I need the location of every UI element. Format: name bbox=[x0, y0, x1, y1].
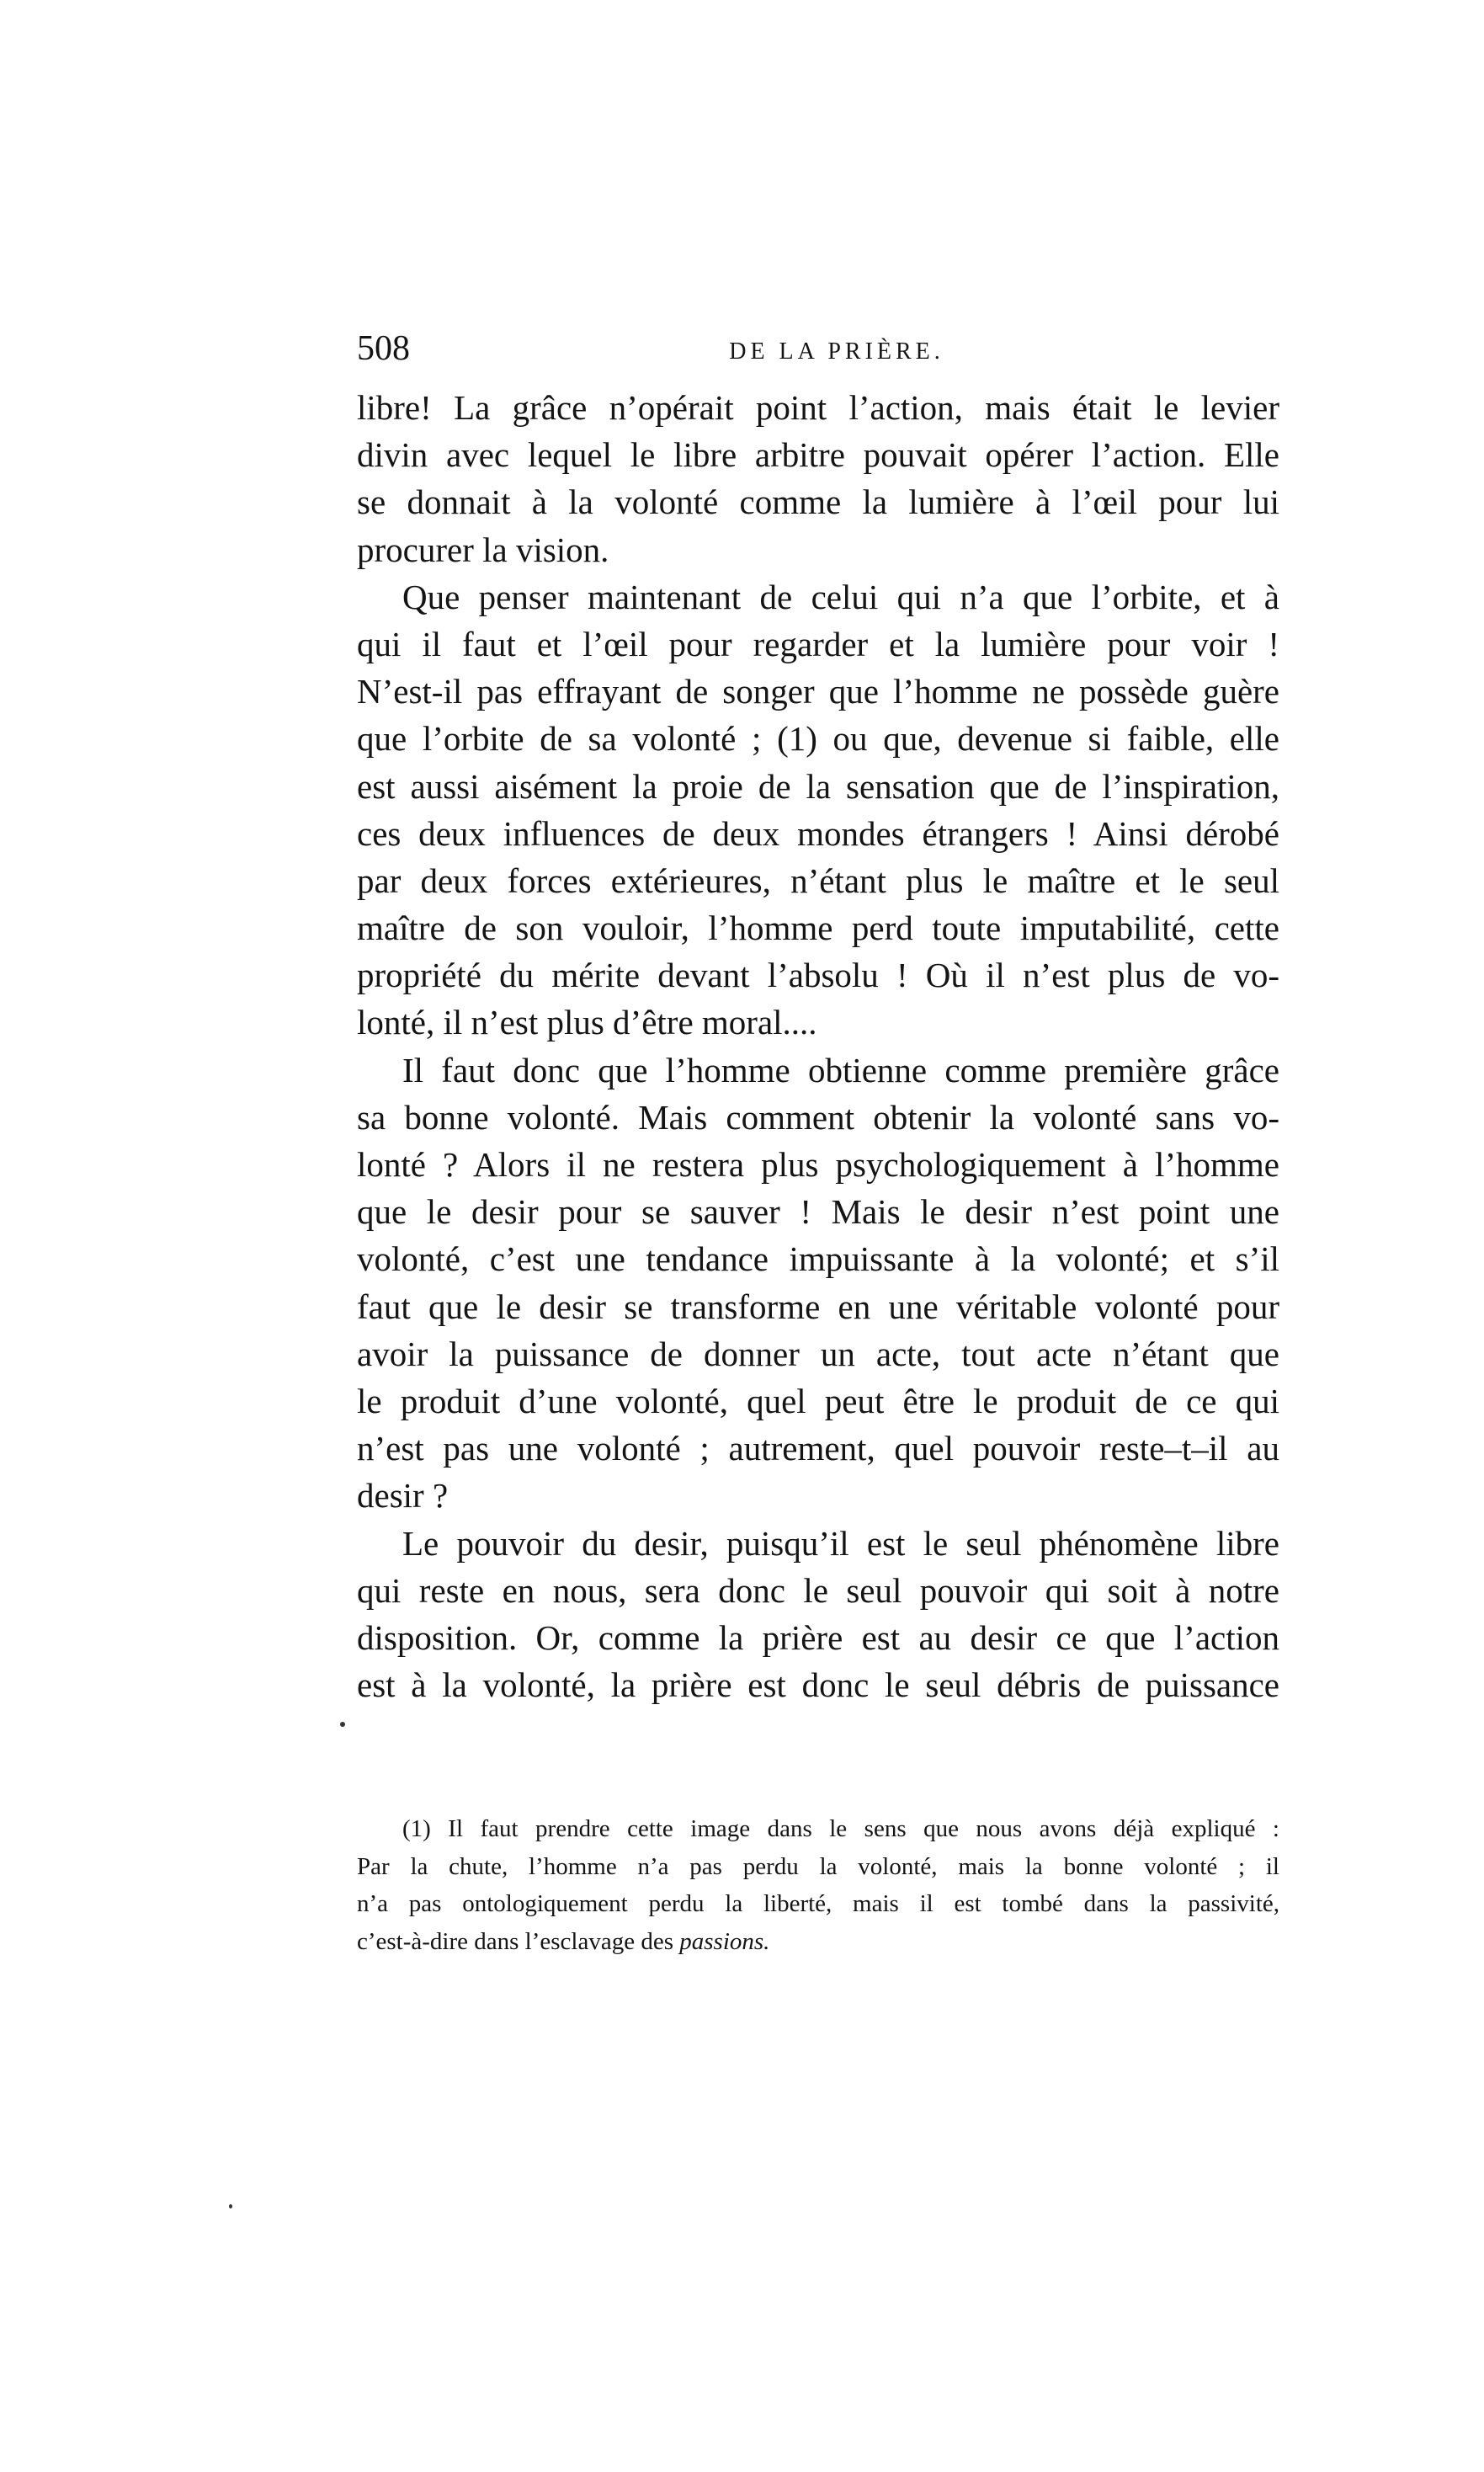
text-line: propriété du mérite devant l’absolu ! Où il n’est plus de vo- bbox=[357, 956, 1279, 995]
text-line: sa bonne volonté. Mais comment obtenir la volonté sans vo- bbox=[357, 1097, 1279, 1137]
page-header bbox=[357, 323, 1279, 374]
main-text bbox=[357, 384, 1279, 1708]
footnote-line: Par la chute, l’homme n’a pas perdu la volonté, mais la bonne volonté ; il bbox=[357, 1852, 1279, 1880]
text-line: qui il faut et l’œil pour regarder et la lumière pour voir ! bbox=[357, 624, 1279, 663]
text-line: le produit d’une volonté, quel peut être le produit de ce qui bbox=[357, 1381, 1279, 1420]
page-number: 508 bbox=[357, 329, 410, 368]
print-speck bbox=[229, 2204, 232, 2208]
text-line: libre! La grâce n’opérait point l’action, mais était le levier bbox=[357, 388, 1279, 427]
text-line: Que penser maintenant de celui qui n’a que l’orbite, et à bbox=[402, 577, 1279, 616]
footnotes bbox=[357, 1810, 1279, 1960]
footnote-text: c’est-à-dire dans l’esclavage des bbox=[357, 1927, 680, 1955]
text-line: que le desir pour se sauver ! Mais le desir n’est point une bbox=[357, 1192, 1279, 1232]
text-line: Le pouvoir du desir, puisqu’il est le seul phénomène libre bbox=[402, 1523, 1279, 1563]
text-line: par deux forces extérieures, n’étant plus le maître et le seul bbox=[357, 860, 1279, 900]
text-line: est à la volonté, la prière est donc le seul débris de puissance bbox=[357, 1665, 1279, 1705]
footnote-line: n’a pas ontologiquement perdu la liberté, mais il est tombé dans la passivité, bbox=[357, 1890, 1279, 1917]
text-line: procurer la vision. bbox=[357, 530, 609, 569]
print-speck bbox=[340, 1722, 345, 1727]
text-line: maître de son vouloir, l’homme perd toute imputabilité, cette bbox=[357, 908, 1279, 948]
footnote-line: (1) Il faut prendre cette image dans le sens que nous avons déjà expliqué : bbox=[402, 1815, 1279, 1842]
text-line: avoir la puissance de donner un acte, tout acte n’étant que bbox=[357, 1334, 1279, 1373]
footnote-line bbox=[357, 1923, 1279, 1961]
text-line: qui reste en nous, sera donc le seul pouvoir qui soit à notre bbox=[357, 1570, 1279, 1610]
footnote-italic-word: passions. bbox=[679, 1927, 770, 1955]
text-line: desir ? bbox=[357, 1476, 449, 1516]
text-line: se donnait à la volonté comme la lumière à l’œil pour lui bbox=[357, 482, 1279, 522]
text-line: n’est pas une volonté ; autrement, quel pouvoir reste–t–il au bbox=[357, 1429, 1279, 1468]
running-head: DE LA PRIÈRE. bbox=[729, 338, 944, 365]
text-line: ces deux influences de deux mondes étrangers ! Ainsi dérobé bbox=[357, 813, 1279, 853]
text-line: divin avec lequel le libre arbitre pouvait opérer l’action. Elle bbox=[357, 435, 1279, 475]
text-line: faut que le desir se transforme en une véritable volonté pour bbox=[357, 1287, 1279, 1326]
text-line: est aussi aisément la proie de la sensation que de l’inspiration, bbox=[357, 766, 1279, 806]
text-line: volonté, c’est une tendance impuissante à la volonté; et s’il bbox=[357, 1239, 1279, 1279]
text-line: N’est-il pas effrayant de songer que l’homme ne possède guère bbox=[357, 672, 1279, 711]
text-line: lonté, il n’est plus d’être moral.... bbox=[357, 1003, 817, 1042]
text-line: lonté ? Alors il ne restera plus psychologiquement à l’homme bbox=[357, 1145, 1279, 1184]
text-line: Il faut donc que l’homme obtienne comme première grâce bbox=[402, 1050, 1279, 1089]
text-line: que l’orbite de sa volonté ; (1) ou que, devenue si faible, elle bbox=[357, 719, 1279, 759]
text-line: disposition. Or, comme la prière est au desir ce que l’action bbox=[357, 1617, 1279, 1657]
